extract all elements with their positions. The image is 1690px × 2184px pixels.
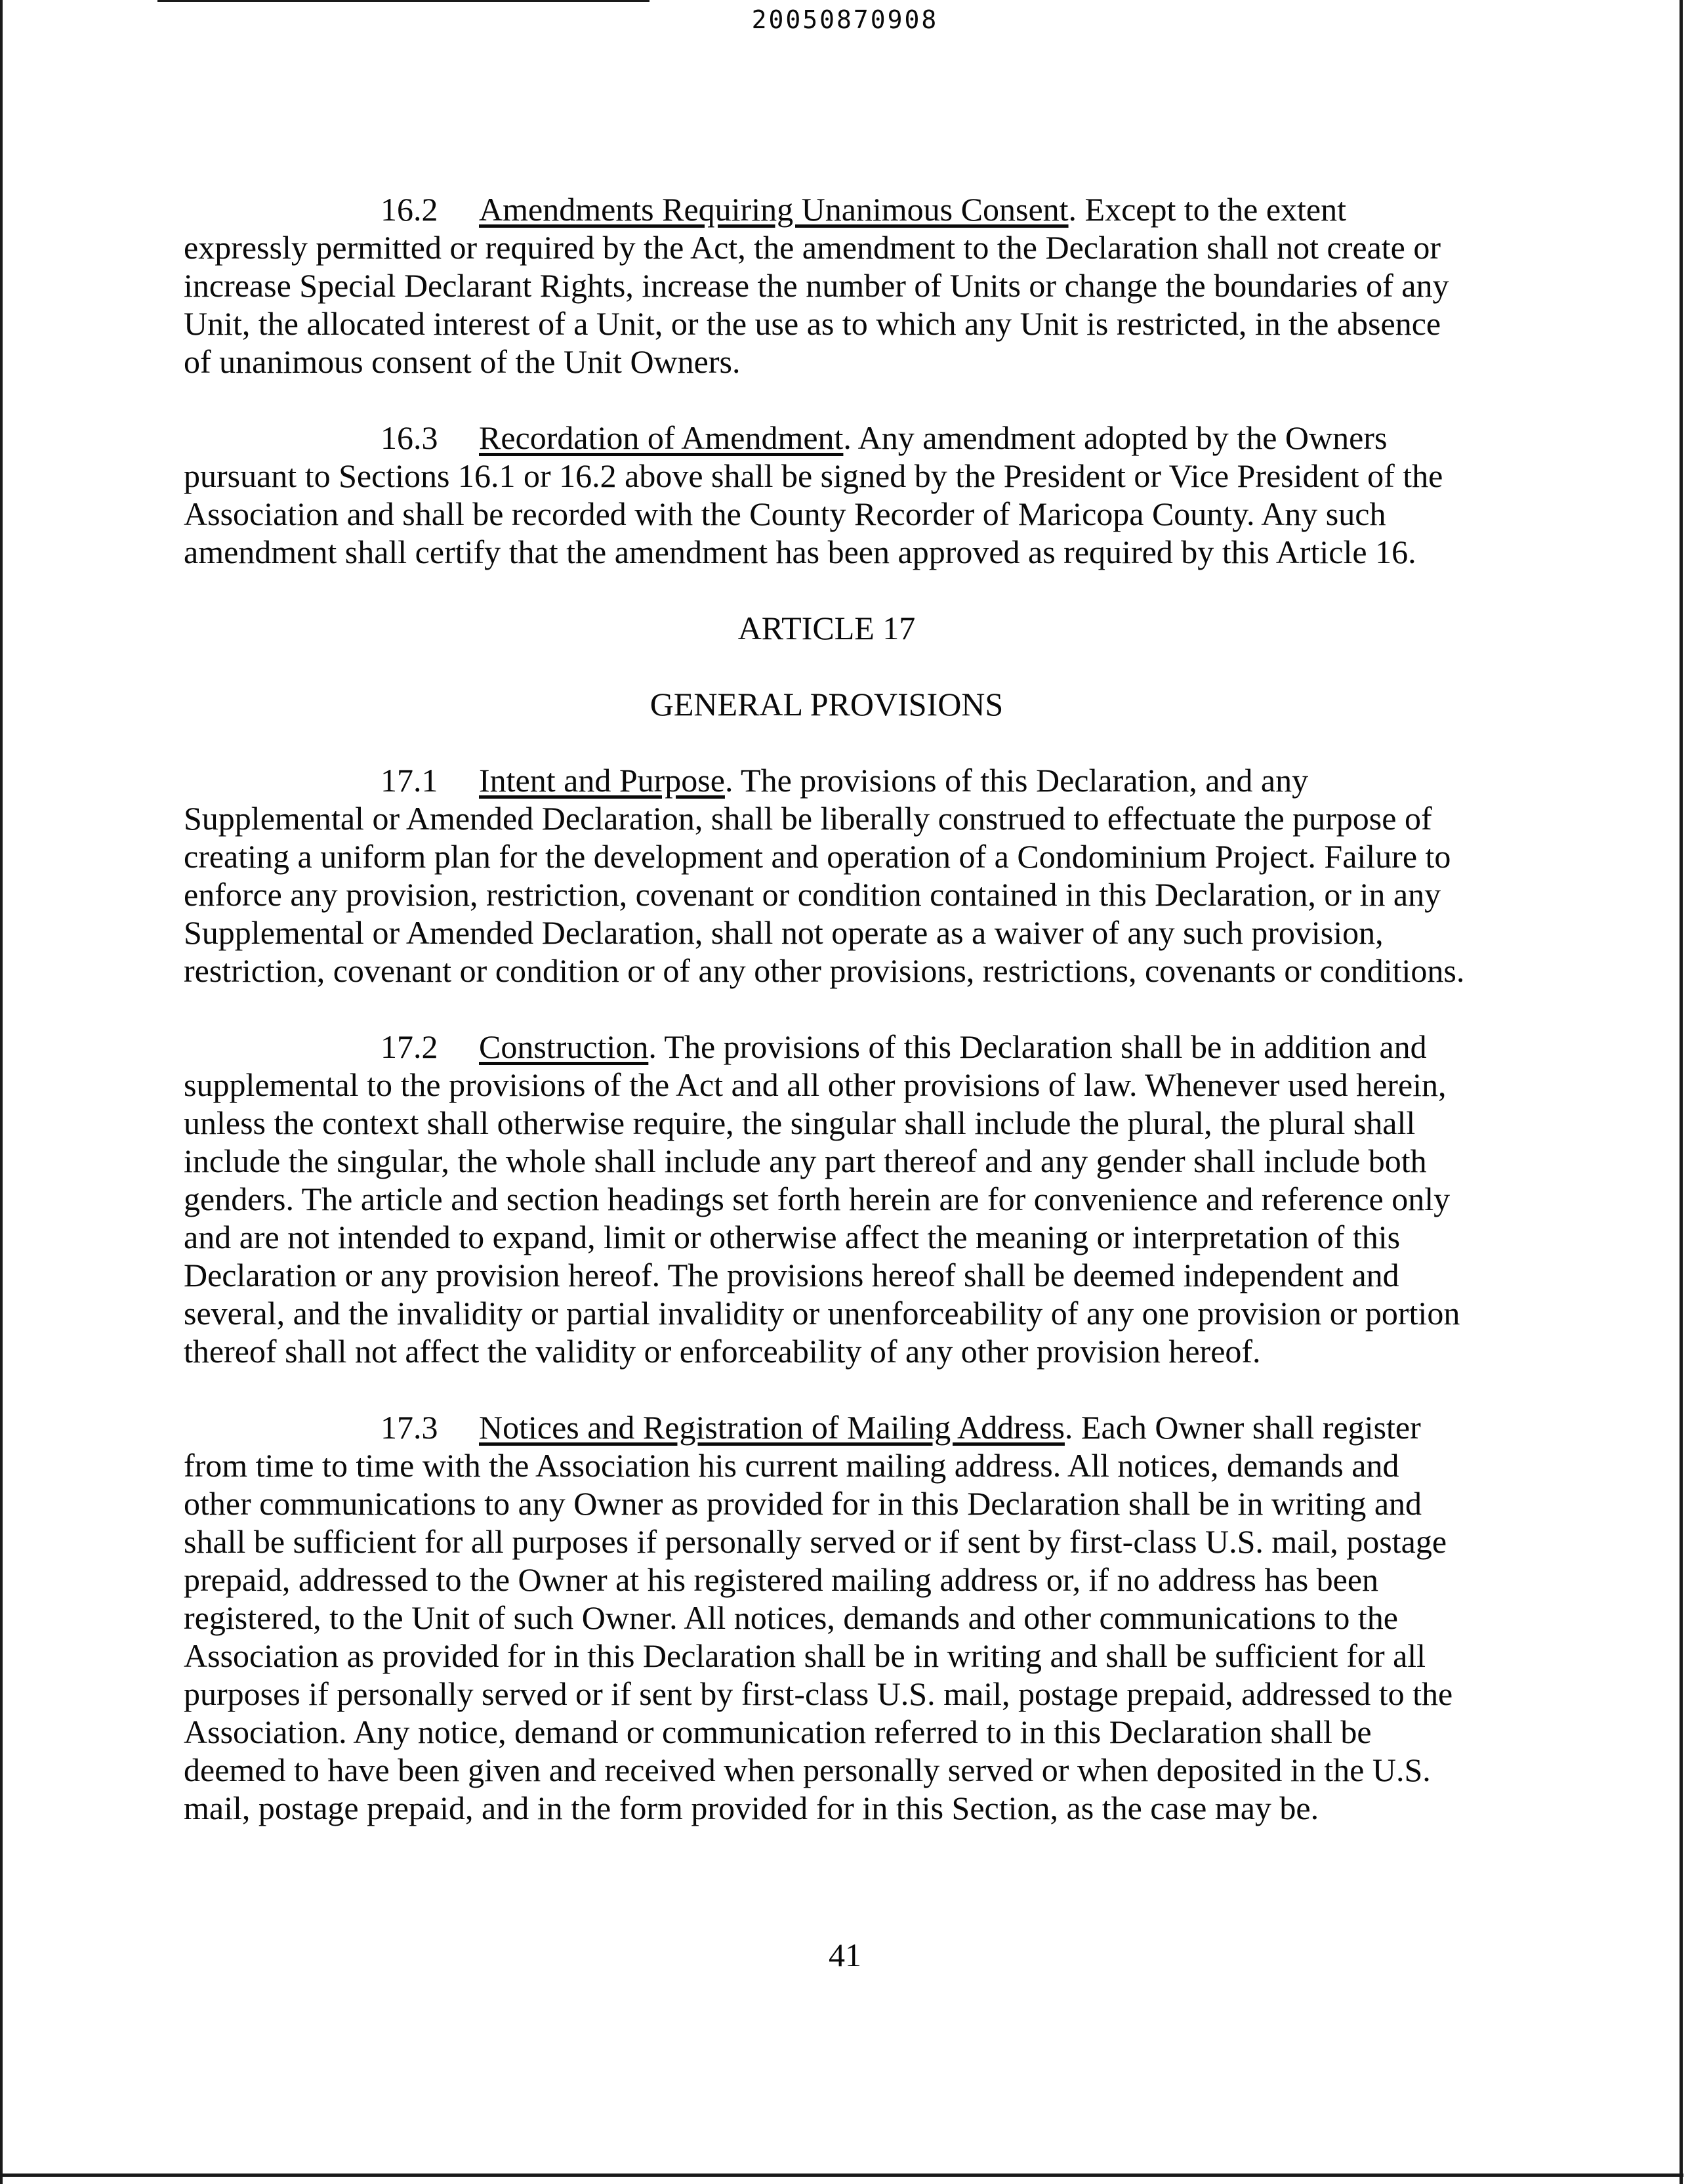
section-heading: Recordation of Amendment bbox=[479, 419, 844, 456]
recording-number: 20050870908 bbox=[751, 5, 939, 34]
page-body bbox=[184, 190, 1470, 1865]
section-heading: Amendments Requiring Unanimous Consent bbox=[479, 191, 1069, 228]
top-rule bbox=[157, 0, 649, 2]
section-heading: Construction bbox=[479, 1028, 649, 1065]
page-number: 41 bbox=[829, 1937, 861, 1973]
section-number: 17.2 bbox=[381, 1028, 438, 1065]
section-body: . Except to the extent expressly permitted or required by the Act, the amendment to the Declaration shall not create or increase Special Declarant Rights, increase the number of Units or change the boundaries of any Unit, the allocated interest of a Unit, or the use as to which any Unit is restricted, in the absence of unanimous consent of the Unit Owners. bbox=[184, 191, 1449, 380]
scan-border-left bbox=[0, 0, 3, 2184]
section-16-2 bbox=[184, 190, 1470, 381]
section-heading: Intent and Purpose bbox=[479, 762, 725, 799]
article-label: ARTICLE 17 bbox=[737, 610, 916, 646]
section-body: . The provisions of this Declaration shall be in addition and supplemental to the provisions of the Act and all other provisions of law. Whenever used herein, unless the context shall otherwise require, the singular shall include the plural, the plural shall include the singular, the whole shall include any part thereof and any gender shall include both genders. The article and section headings set forth herein are for convenience and reference only and are not intended to expand, limit or otherwise affect the meaning or interpretation of this Declaration or any provision hereof. The provisions hereof shall be deemed independent and several, and the invalidity or partial invalidity or unenforceability of any one provision or portion thereof shall not affect the validity or enforceability of any other provision hereof. bbox=[184, 1028, 1460, 1370]
section-body: . The provisions of this Declaration, and any Supplemental or Amended Declaration, shall be liberally construed to effectuate the purpose of creating a uniform plan for the development and operation of a Condominium Project. Failure to enforce any provision, restriction, covenant or condition contained in this Declaration, or in any Supplemental or Amended Declaration, shall not operate as a waiver of any such provision, restriction, covenant or condition or of any other provisions, restrictions, covenants or conditions. bbox=[184, 762, 1465, 989]
section-17-3 bbox=[184, 1408, 1470, 1827]
section-body: . Each Owner shall register from time to time with the Association his current mailing address. All notices, demands and other communications to any Owner as provided for in this Declaration shall be in writing and shall be sufficient for all purposes if personally served or if sent by first-class U.S. mail, postage prepaid, addressed to the Owner at his registered mailing address or, if no address has been registered, to the Unit of such Owner. All notices, demands and other communications to the Association as provided for in this Declaration shall be in writing and shall be sufficient for all purposes if personally served or if sent by first-class U.S. mail, postage prepaid, addressed to the Association. Any notice, demand or communication referred to in this Declaration shall be deemed to have been given and received when personally served or when deposited in the U.S. mail, postage prepaid, and in the form provided for in this Section, as the case may be. bbox=[184, 1409, 1453, 1826]
article-title: GENERAL PROVISIONS bbox=[649, 686, 1004, 723]
scan-border-right bbox=[1680, 0, 1683, 2184]
scan-border-bottom bbox=[0, 2174, 1683, 2177]
section-body: . Any amendment adopted by the Owners pursuant to Sections 16.1 or 16.2 above shall be signed by the President or Vice President of the Association and shall be recorded with the County Recorder of Maricopa County. Any such amendment shall certify that the amendment has been approved as required by this Article 16. bbox=[184, 419, 1443, 570]
section-number: 16.2 bbox=[381, 191, 438, 228]
section-number: 16.3 bbox=[381, 419, 438, 456]
section-16-3 bbox=[184, 419, 1470, 571]
section-17-1 bbox=[184, 761, 1470, 990]
section-heading: Notices and Registration of Mailing Address bbox=[479, 1409, 1065, 1446]
section-number: 17.1 bbox=[381, 762, 438, 799]
section-number: 17.3 bbox=[381, 1409, 438, 1446]
section-17-2 bbox=[184, 1028, 1470, 1370]
